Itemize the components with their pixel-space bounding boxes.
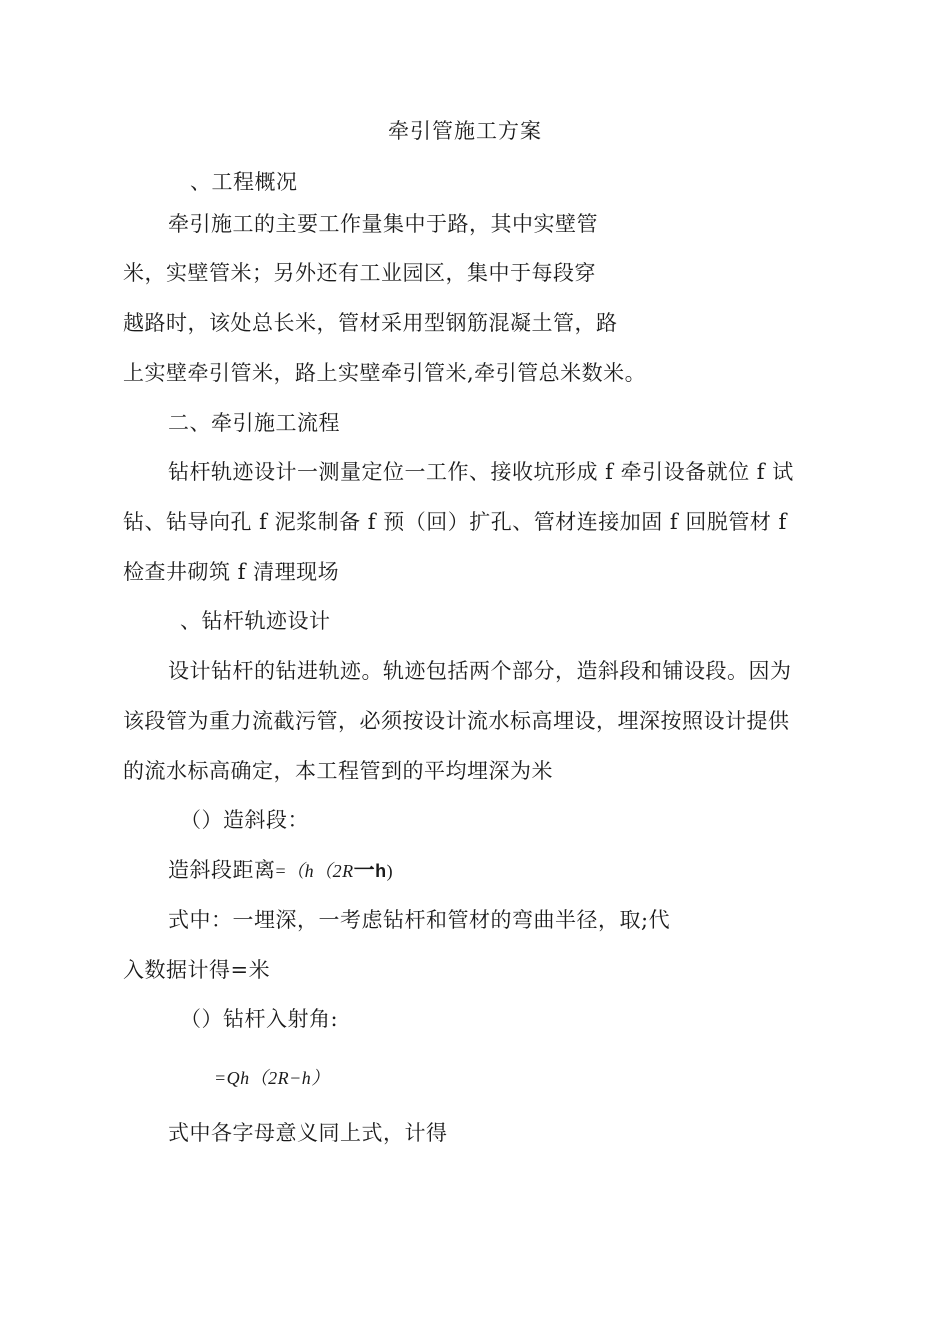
- paragraph-line: 设计钻杆的钻进轨迹。轨迹包括两个部分，造斜段和铺设段。因为: [168, 659, 792, 683]
- formula-term: （h（2R: [286, 861, 354, 881]
- formula-h: h: [375, 861, 387, 881]
- paragraph-line: 入数据计得=米: [123, 958, 271, 982]
- paragraph-line: 式中：一埋深，一考虑钻杆和管材的弯曲半径，取;代: [168, 908, 671, 932]
- document-title: 牵引管施工方案: [388, 119, 542, 143]
- paragraph-line: 越路时，该处总长米，管材采用型钢筋混凝土管，路: [123, 311, 618, 335]
- paragraph-line: 牵引施工的主要工作量集中于路，其中实壁管: [168, 212, 598, 236]
- paragraph-line: 上实壁牵引管米，路上实壁牵引管米,牵引管总米数米。: [123, 361, 647, 385]
- formula-dash: 一: [353, 859, 376, 882]
- formula-equals: =: [275, 861, 287, 881]
- paragraph-line: 钻、钻导向孔 f 泥浆制备 f 预（回）扩孔、管材连接加固 f 回脱管材 f: [123, 510, 787, 534]
- paragraph-line: 式中各字母意义同上式，计得: [168, 1121, 448, 1145]
- paragraph-line: 该段管为重力流截污管，必须按设计流水标高埋设，埋深按照设计提供: [123, 709, 790, 733]
- subsection-heading-entry-angle: （）钻杆入射角:: [180, 1007, 339, 1031]
- paragraph-line: 的流水标高确定，本工程管到的平均埋深为米: [123, 759, 553, 783]
- section-heading-trajectory: 、钻杆轨迹设计: [180, 609, 331, 633]
- paragraph-line: 钻杆轨迹设计一测量定位一工作、接收坑形成 f 牵引设备就位 f 试: [168, 460, 794, 484]
- formula-entry-angle: =Qh（2R−h）: [214, 1068, 330, 1088]
- formula-close: ): [386, 861, 394, 881]
- section-heading-process: 二、牵引施工流程: [168, 411, 340, 435]
- paragraph-line: 米，实壁管米；另外还有工业园区，集中于每段穿: [123, 261, 596, 285]
- section-heading-overview: 、工程概况: [190, 170, 298, 194]
- subsection-heading-slant: （）造斜段：: [180, 808, 309, 832]
- formula-slant-distance: [168, 856, 393, 885]
- formula-label: 造斜段距离: [168, 858, 276, 882]
- paragraph-line: 检查井砌筑 f 清理现场: [123, 560, 340, 584]
